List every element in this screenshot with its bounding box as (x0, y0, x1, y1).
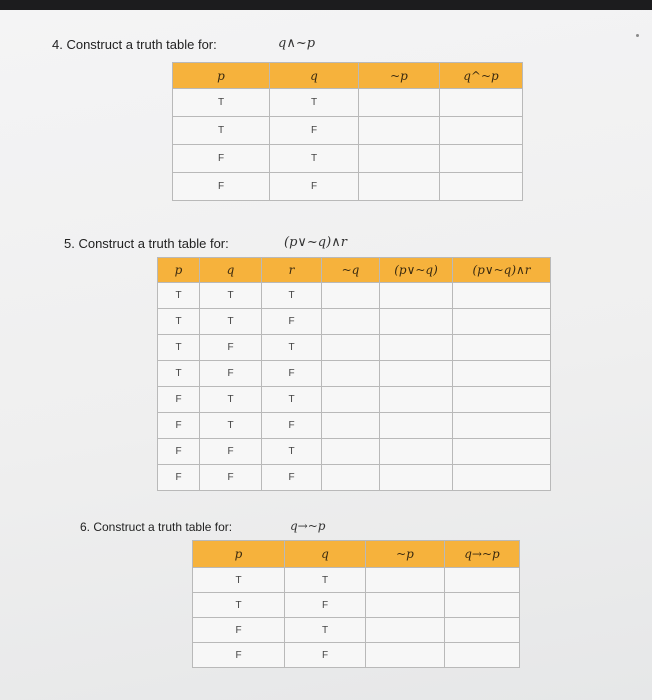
answer-cell (453, 361, 551, 387)
answer-cell (359, 117, 440, 145)
answer-cell (453, 387, 551, 413)
table-row (173, 89, 523, 117)
answer-cell (440, 89, 523, 117)
table-row (173, 145, 523, 173)
truth-value-cell: F (158, 439, 200, 465)
answer-cell (445, 568, 520, 593)
truth-value-cell: F (158, 413, 200, 439)
question-4-label: 4. Construct a truth table for: (52, 37, 217, 52)
table-row (193, 593, 520, 618)
table-row (158, 309, 551, 335)
column-header: q (270, 63, 359, 89)
truth-value-cell: T (158, 309, 200, 335)
truth-value-cell: F (158, 465, 200, 491)
truth-table-q6 (192, 540, 520, 668)
answer-cell (380, 361, 453, 387)
answer-cell (359, 173, 440, 201)
table-row (193, 643, 520, 668)
answer-cell (380, 439, 453, 465)
answer-cell (322, 335, 380, 361)
truth-value-cell: F (200, 439, 262, 465)
column-header: p (193, 541, 285, 568)
answer-cell (322, 465, 380, 491)
answer-cell (322, 309, 380, 335)
answer-cell (359, 145, 440, 173)
table-header-row (158, 258, 551, 283)
truth-value-cell: F (285, 593, 366, 618)
answer-cell (380, 309, 453, 335)
truth-value-cell: F (270, 117, 359, 145)
answer-cell (380, 465, 453, 491)
table-row (158, 361, 551, 387)
truth-value-cell: T (270, 145, 359, 173)
truth-value-cell: T (173, 117, 270, 145)
truth-value-cell: T (158, 335, 200, 361)
truth-value-cell: F (158, 387, 200, 413)
truth-value-cell: T (200, 387, 262, 413)
top-edge-bar (0, 0, 652, 10)
truth-value-cell: T (200, 413, 262, 439)
answer-cell (445, 618, 520, 643)
truth-value-cell: T (285, 618, 366, 643)
truth-value-cell: F (285, 643, 366, 668)
column-header: q^~p (440, 63, 523, 89)
truth-value-cell: T (158, 361, 200, 387)
answer-cell (445, 593, 520, 618)
column-header: q (200, 258, 262, 283)
table-row (158, 465, 551, 491)
answer-cell (453, 465, 551, 491)
table-row (158, 439, 551, 465)
table-row (193, 568, 520, 593)
truth-value-cell: F (200, 465, 262, 491)
truth-value-cell: T (262, 335, 322, 361)
answer-cell (359, 89, 440, 117)
table-row (158, 283, 551, 309)
truth-value-cell: F (193, 618, 285, 643)
truth-value-cell: F (262, 309, 322, 335)
answer-cell (453, 413, 551, 439)
column-header: ~q (322, 258, 380, 283)
question-5-expression: (p∨~q)∧r (284, 235, 347, 250)
table-row (193, 618, 520, 643)
truth-value-cell: T (262, 439, 322, 465)
question-6-expression: q→~p (290, 519, 326, 533)
truth-table-q5 (157, 257, 551, 491)
question-6-label: 6. Construct a truth table for: (80, 520, 233, 534)
table-row (173, 117, 523, 145)
truth-value-cell: T (285, 568, 366, 593)
answer-cell (322, 387, 380, 413)
answer-cell (366, 643, 445, 668)
column-header: q (285, 541, 366, 568)
column-header: (p∨~q)∧r (453, 258, 551, 283)
question-4-expression: q∧~p (278, 36, 316, 51)
answer-cell (322, 439, 380, 465)
answer-cell (380, 413, 453, 439)
truth-value-cell: F (262, 361, 322, 387)
table-row (158, 413, 551, 439)
table-row (158, 335, 551, 361)
table-row (173, 173, 523, 201)
column-header: ~p (366, 541, 445, 568)
answer-cell (322, 283, 380, 309)
answer-cell (366, 618, 445, 643)
truth-value-cell: T (270, 89, 359, 117)
column-header: r (262, 258, 322, 283)
question-5-label: 5. Construct a truth table for: (64, 236, 229, 251)
truth-value-cell: F (270, 173, 359, 201)
truth-value-cell: T (262, 387, 322, 413)
truth-value-cell: T (193, 593, 285, 618)
truth-value-cell: T (200, 309, 262, 335)
answer-cell (453, 439, 551, 465)
answer-cell (380, 283, 453, 309)
table-row (158, 387, 551, 413)
column-header: q→~p (445, 541, 520, 568)
truth-value-cell: T (193, 568, 285, 593)
truth-value-cell: T (173, 89, 270, 117)
answer-cell (322, 413, 380, 439)
truth-value-cell: F (173, 173, 270, 201)
column-header: p (173, 63, 270, 89)
answer-cell (440, 173, 523, 201)
column-header: p (158, 258, 200, 283)
answer-cell (453, 283, 551, 309)
truth-value-cell: T (158, 283, 200, 309)
truth-value-cell: T (262, 283, 322, 309)
column-header: (p∨~q) (380, 258, 453, 283)
truth-value-cell: F (173, 145, 270, 173)
truth-value-cell: F (262, 413, 322, 439)
truth-value-cell: F (193, 643, 285, 668)
answer-cell (366, 593, 445, 618)
answer-cell (380, 335, 453, 361)
table-header-row (193, 541, 520, 568)
truth-value-cell: F (262, 465, 322, 491)
truth-value-cell: F (200, 335, 262, 361)
answer-cell (453, 335, 551, 361)
table-header-row (173, 63, 523, 89)
answer-cell (366, 568, 445, 593)
answer-cell (440, 145, 523, 173)
answer-cell (445, 643, 520, 668)
truth-table-q4 (172, 62, 523, 201)
truth-value-cell: F (200, 361, 262, 387)
answer-cell (440, 117, 523, 145)
answer-cell (322, 361, 380, 387)
column-header: ~p (359, 63, 440, 89)
paper-speck (636, 34, 639, 37)
answer-cell (380, 387, 453, 413)
truth-value-cell: T (200, 283, 262, 309)
answer-cell (453, 309, 551, 335)
